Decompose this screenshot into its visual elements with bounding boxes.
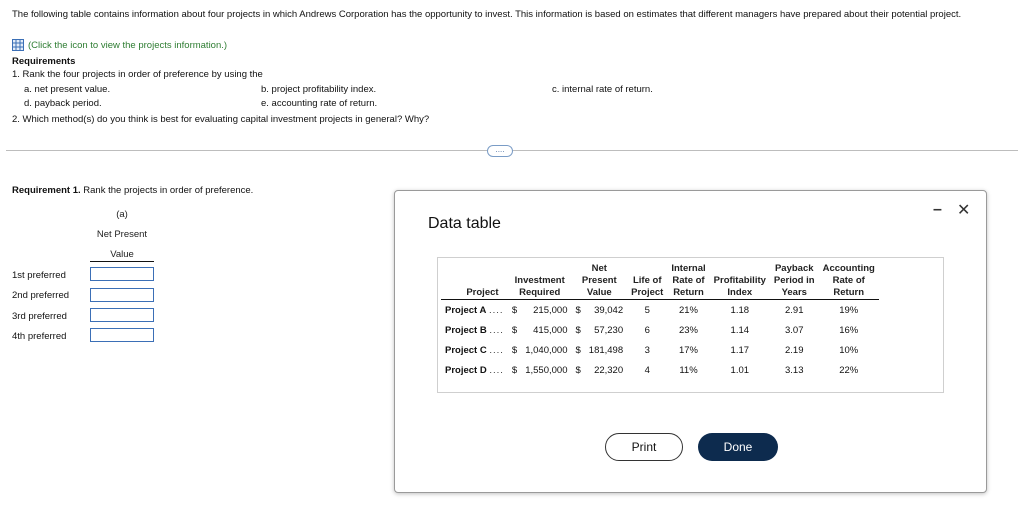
payback-cell: 2.91 <box>785 304 804 316</box>
pi-cell: 1.18 <box>730 304 750 316</box>
projects-table-frame <box>437 257 944 393</box>
pi-cell: 1.01 <box>730 364 750 376</box>
pi-cell: 1.14 <box>730 324 750 336</box>
arr-cell: 10% <box>839 344 859 356</box>
pi-cell: 1.17 <box>730 344 750 356</box>
payback-cell: 3.07 <box>785 324 804 336</box>
projects-info-link-text[interactable]: (Click the icon to view the projects information.) <box>28 39 228 51</box>
table-row <box>441 340 879 360</box>
project-name-cell: Project B .... <box>445 324 504 336</box>
arr-cell: 19% <box>839 304 859 316</box>
requirement-1-label-bold: Requirement 1. <box>12 185 81 196</box>
npv-cell: 22,320 <box>594 364 624 376</box>
option-c: c. internal rate of return. <box>552 84 653 95</box>
currency-cell: $ <box>575 304 581 316</box>
intro-text: The following table contains information about four projects in which Andrews Corporation has the opportunity to invest. This information is based on estimates that different managers have prepared about their potential project. <box>12 9 962 20</box>
requirement-1-label <box>12 185 253 196</box>
projects-table <box>441 263 879 380</box>
header-pi: Profitability Index <box>710 263 770 300</box>
rank-label-2: 2nd preferred <box>12 290 70 301</box>
column-name-line2: Value <box>110 249 134 260</box>
dialog-title: Data table <box>428 215 501 232</box>
header-investment: Investment Required <box>508 263 572 300</box>
close-icon[interactable]: ✕ <box>957 202 971 219</box>
table-row <box>441 300 879 321</box>
requirement-1-label-rest: Rank the projects in order of preference. <box>80 185 254 196</box>
projects-info-link[interactable] <box>12 39 227 51</box>
option-a: a. net present value. <box>24 84 111 95</box>
currency-cell: $ <box>511 324 518 336</box>
irr-cell: 21% <box>678 304 698 316</box>
rank-label-4: 4th preferred <box>12 331 67 342</box>
requirements-title: Requirements <box>12 56 76 67</box>
header-irr: Internal Rate of Return <box>667 263 709 300</box>
header-npv: Net Present Value <box>571 263 627 300</box>
payback-cell: 3.13 <box>785 364 804 376</box>
option-d: d. payback period. <box>24 98 102 109</box>
npv-cell: 57,230 <box>594 324 624 336</box>
header-arr: Accounting Rate of Return <box>819 263 879 300</box>
rank-input-1[interactable] <box>90 267 154 281</box>
header-life: Life of Project <box>627 263 667 300</box>
npv-cell: 181,498 <box>588 344 624 356</box>
header-payback: Payback Period in Years <box>770 263 819 300</box>
currency-cell: $ <box>575 324 581 336</box>
life-cell: 6 <box>644 324 650 336</box>
option-e: e. accounting rate of return. <box>261 98 378 109</box>
project-name-cell: Project A .... <box>445 304 504 316</box>
minimize-icon[interactable]: – <box>933 201 942 218</box>
table-row <box>441 360 879 380</box>
header-project: Project <box>441 263 508 300</box>
project-name-cell: Project D .... <box>445 364 504 376</box>
irr-cell: 23% <box>678 324 698 336</box>
requirement-2-text: 2. Which method(s) do you think is best for evaluating capital investment projects in general? Why? <box>12 114 430 125</box>
investment-cell: 415,000 <box>533 324 568 336</box>
expand-more-button[interactable]: .... <box>487 145 513 157</box>
investment-cell: 215,000 <box>533 304 568 316</box>
life-cell: 5 <box>644 304 650 316</box>
project-name-cell: Project C .... <box>445 344 504 356</box>
arr-cell: 16% <box>839 324 859 336</box>
currency-cell: $ <box>511 344 518 356</box>
life-cell: 4 <box>644 364 650 376</box>
irr-cell: 11% <box>679 364 698 376</box>
option-b: b. project profitability index. <box>261 84 377 95</box>
currency-cell: $ <box>575 344 581 356</box>
investment-cell: 1,040,000 <box>525 344 568 356</box>
data-table-dialog <box>394 190 987 493</box>
table-grid-icon[interactable] <box>12 39 24 51</box>
investment-cell: 1,550,000 <box>525 364 568 376</box>
requirement-1-text: 1. Rank the four projects in order of preference by using the <box>12 69 263 80</box>
rank-label-3: 3rd preferred <box>12 311 67 322</box>
currency-cell: $ <box>511 304 518 316</box>
rank-input-3[interactable] <box>90 308 154 322</box>
table-row <box>441 320 879 340</box>
npv-cell: 39,042 <box>594 304 624 316</box>
done-button[interactable]: Done <box>698 433 778 461</box>
rank-input-4[interactable] <box>90 328 154 342</box>
column-letter: (a) <box>116 209 128 220</box>
currency-cell: $ <box>575 364 581 376</box>
column-header-underline <box>90 261 154 262</box>
rank-label-1: 1st preferred <box>12 270 66 281</box>
currency-cell: $ <box>511 364 518 376</box>
irr-cell: 17% <box>678 344 698 356</box>
column-name-line1: Net Present <box>96 229 148 240</box>
arr-cell: 22% <box>839 364 859 376</box>
payback-cell: 2.19 <box>785 344 804 356</box>
life-cell: 3 <box>644 344 650 356</box>
print-button[interactable]: Print <box>605 433 683 461</box>
rank-input-2[interactable] <box>90 288 154 302</box>
